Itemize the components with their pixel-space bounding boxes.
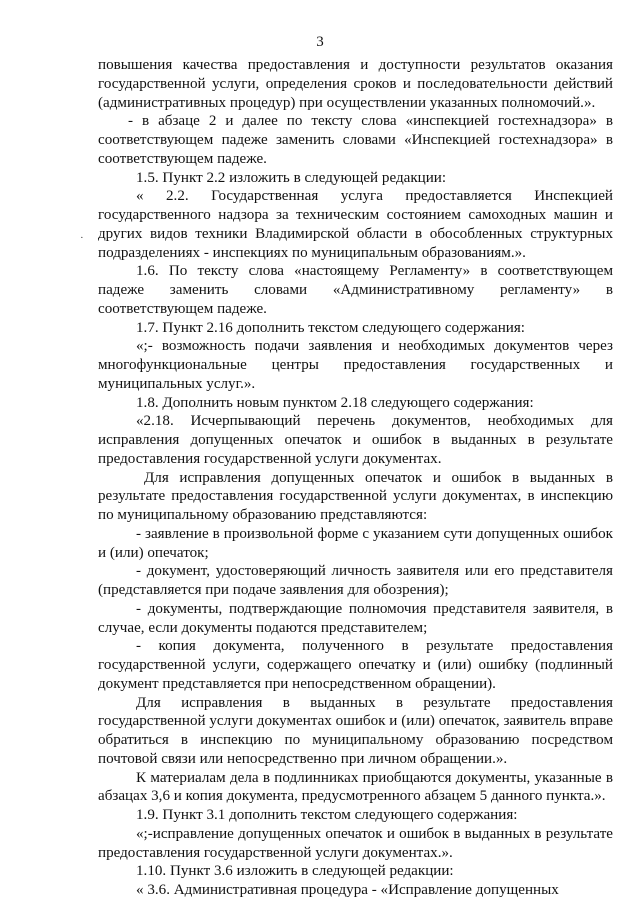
document-body [98,56,613,900]
paragraph: «;- возможность подачи заявления и необходимых документов через многофункциональные центры предоставления государственных и муниципальных услуг.». [98,338,613,392]
paragraph: 1.5. Пункт 2.2 изложить в следующей редакции: [136,169,447,186]
paragraph: повышения качества предоставления и доступности результатов оказания государственной услуги, определения сроков и последовательности действий (административных процедур) при осуществлении указанных полномочий.». [98,57,613,111]
paragraph: 1.6. По тексту слова «настоящему Регламенту» в соответствующем падеже заменить словами «Административному регламенту» в соответствующем падеже. [98,263,613,317]
paragraph: 1.8. Дополнить новым пунктом 2.18 следующего содержания: [136,394,534,411]
paragraph: - документ, удостоверяющий личность заявителя или его представителя (представляется при подаче заявления для обозрения); [98,563,613,598]
paragraph: - копия документа, полученного в результате предоставления государственной услуги, содержащего опечатку и (или) ошибку (подлинный документ представляется при непосредственном обращении). [98,638,613,692]
paragraph: - документы, подтверждающие полномочия представителя заявителя, в случае, если документы подаются представителем; [98,600,613,636]
paragraph: Для исправления допущенных опечаток и ошибок в выданных в результате предоставления государственной услуги документах, в инспекцию по муниципальному образованию представляются: [98,469,613,523]
paragraph: «2.18. Исчерпывающий перечень документов, необходимых для исправления допущенных опечаток и ошибок в выданных в результате предоставления государственной услуги документах. [98,413,613,467]
paragraph: 1.9. Пункт 3.1 дополнить текстом следующего содержания: [136,807,518,823]
paragraph: 1.7. Пункт 2.16 дополнить текстом следующего содержания: [136,319,526,336]
paragraph: К материалам дела в подлинниках приобщаются документы, указанные в абзацах 3,6 и копия документа, предусмотренного абзацем 5 данного пункта.». [98,769,613,805]
margin-mark: · [80,232,84,244]
paragraph: « 3.6. Административная процедура - «Исправление допущенных [136,882,559,898]
paragraph: Для исправления в выданных в результате предоставления государственной услуги документах ошибок и (или) опечаток, заявитель вправе обратиться в инспекцию по муниципальному образованию посредством почтовой связи или непосредственно при личном обращении.». [98,694,613,767]
paragraph: «;-исправление допущенных опечаток и ошибок в выданных в результате предоставления государственной услуги документах.». [98,825,613,861]
paragraph: - заявление в произвольной форме с указанием сути допущенных ошибок и (или) опечаток; [98,525,613,561]
page-number: 3 [316,34,324,50]
paragraph: 1.10. Пункт 3.6 изложить в следующей редакции: [136,863,454,880]
paragraph: - в абзаце 2 и далее по тексту слова «инспекцией гостехнадзора» в соответствующем падеже заменить словами «Инспекцией гостехнадзора» в соответствующем падеже. [98,113,613,167]
paragraph: « 2.2. Государственная услуга предоставляется Инспекцией государственного надзора за техническим состоянием самоходных машин и других видов техники Владимирской области в обособленных структурных подразделениях - инспекциях по муниципальным образованиям.». [98,188,613,261]
